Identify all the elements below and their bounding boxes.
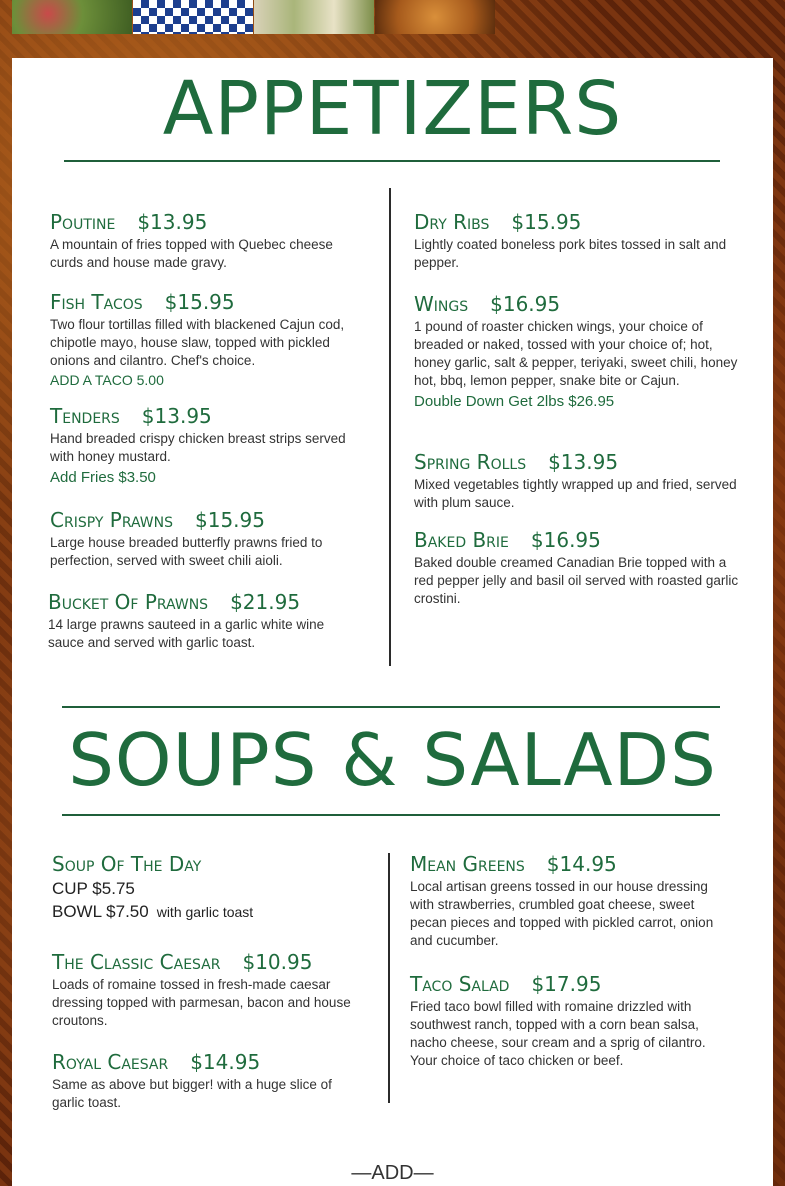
appetizers-title: APPETIZERS [162,66,623,152]
soup-cup-price: CUP $5.75 [52,879,135,898]
menu-item-mean-greens [410,852,730,950]
menu-item-wings [414,292,744,410]
appetizers-rule [64,160,720,162]
item-name: Spring Rolls [414,450,527,474]
item-price: $15.95 [195,508,265,532]
item-name: Soup Of The Day [52,852,202,876]
item-price: $17.95 [531,972,602,996]
wrap-image [254,0,374,34]
item-name: Taco Salad [410,972,510,996]
item-name: The Classic Caesar [52,950,221,974]
item-desc: Large house breaded butterfly prawns fried to perfection, served with sweet chili aioli. [50,535,323,568]
item-price: $13.95 [548,450,619,474]
item-price: $16.95 [490,292,561,316]
item-name: Royal Caesar [52,1050,169,1074]
item-price: $13.95 [141,404,212,428]
item-desc: Same as above but bigger! with a huge slice of garlic toast. [52,1077,332,1110]
item-name: Wings [414,292,469,316]
menu-item-royal-caesar [52,1050,362,1112]
menu-item-bucket-of-prawns [48,590,348,652]
menu-page [12,58,773,1186]
item-price: $13.95 [137,210,208,234]
soups-salads-divider [388,853,390,1103]
menu-item-taco-salad [410,972,735,1070]
item-desc: Local artisan greens tossed in our house dressing with strawberries, crumbled goat cheese, sweet pecan pieces and topped with pickled carrot, onion and cucumber. [410,879,714,948]
item-price: $21.95 [230,590,301,614]
menu-item-classic-caesar [52,950,370,1030]
item-name: Mean Greens [410,852,525,876]
item-price: $16.95 [530,528,601,552]
menu-item-fish-tacos [50,290,360,388]
item-name: Fish Tacos [50,290,143,314]
item-name: Baked Brie [414,528,509,552]
item-price: $15.95 [164,290,235,314]
menu-item-tenders [50,404,350,486]
menu-item-baked-brie [414,528,744,608]
menu-item-crispy-prawns [50,508,365,570]
item-extra: ADD A TACO 5.00 [50,372,164,388]
add-label: —ADD— [351,1162,434,1184]
menu-item-soup-of-the-day [52,852,372,922]
item-price: $10.95 [242,950,313,974]
salad-image [12,0,132,34]
item-name: Tenders [50,404,120,428]
item-name: Crispy Prawns [50,508,173,532]
item-desc: Baked double creamed Canadian Brie topped with a red pepper jelly and basil oil served with roasted garlic crostini. [414,555,739,606]
item-desc: Mixed vegetables tightly wrapped up and fried, served with plum sauce. [414,477,737,510]
appetizers-divider [389,188,391,666]
checkered-basket-image [133,0,253,34]
soup-bowl-note: with garlic toast [156,904,254,920]
item-extra: Add Fries $3.50 [50,469,156,486]
item-desc: 1 pound of roaster chicken wings, your choice of breaded or naked, tossed with your choice of; hot, honey garlic, salt & pepper, teriyaki, sweet chili, honey hot, bbq, lemon pepper, snake bite or Cajun. [414,319,738,388]
item-name: Bucket Of Prawns [48,590,209,614]
soups-salads-rule-bottom [62,814,720,816]
item-name: Poutine [50,210,116,234]
item-desc: Fried taco bowl filled with romaine drizzled with southwest ranch, topped with a corn bean salsa, nacho cheese, sour cream and a sprig of cilantro. Your choice of taco chicken or beef. [410,999,706,1068]
soups-salads-title: SOUPS & SALADS [68,718,717,802]
item-desc: Two flour tortillas filled with blackened Cajun cod, chipotle mayo, house slaw, topped with pickled onions and cilantro. Chef's choice. [50,317,345,368]
item-extra: Double Down Get 2lbs $26.95 [414,393,615,410]
menu-item-spring-rolls [414,450,744,512]
menu-item-dry-ribs [414,210,739,272]
item-desc: Lightly coated boneless pork bites tossed in salt and pepper. [414,237,727,270]
item-price: $14.95 [190,1050,261,1074]
soup-bowl-price: BOWL $7.50 [52,902,149,921]
item-desc: Hand breaded crispy chicken breast strips served with honey mustard. [50,431,346,464]
fried-food-image [375,0,495,34]
item-desc: A mountain of fries topped with Quebec cheese curds and house made gravy. [50,237,333,270]
item-price: $14.95 [546,852,617,876]
soups-salads-rule-top [62,706,720,708]
item-desc: 14 large prawns sauteed in a garlic white wine sauce and served with garlic toast. [48,617,325,650]
item-name: Dry Ribs [414,210,490,234]
item-price: $15.95 [511,210,582,234]
menu-item-poutine [50,210,350,272]
item-desc: Loads of romaine tossed in fresh-made caesar dressing topped with parmesan, bacon and house croutons. [52,977,351,1028]
photo-strip [12,0,495,34]
